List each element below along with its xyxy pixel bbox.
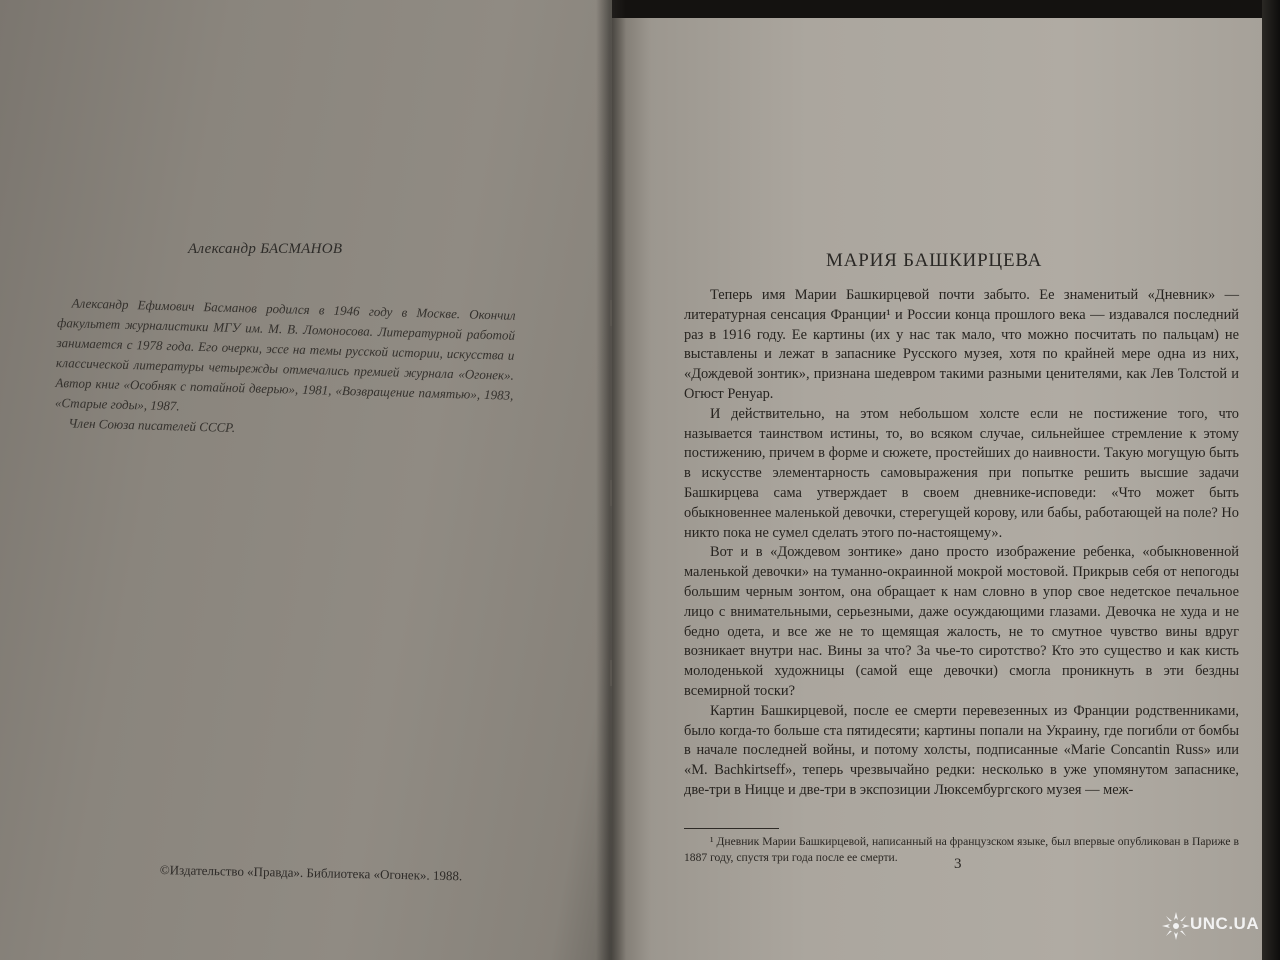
- chapter-title: МАРИЯ БАШКИРЦЕВА: [826, 250, 1043, 271]
- body-paragraph: И действительно, на этом небольшом холсте если не постижение того, что называется таинством истины, то, во всяком случае, сильнейшее стремление к этому постижению, причем в форме и сюжете, простейших до наивности. Такую могущую быть в искусстве элементарность самовыражения при попытке решить высшие задачи Башкирцева сама утверждает в своем дневнике-исповеди: «Что может быть обыкновеннее маленькой девочки, стерегущей корову, или бабы, работающей на поле? Но никто пока не сумел сделать этого по-настоящему».: [684, 405, 1239, 541]
- binding-stitch: [610, 660, 612, 686]
- footnote-text: ¹ Дневник Марии Башкирцевой, написанный на французском языке, был впервые опубликован в Париже в 1887 году, спустя три года после ее смерти.: [684, 835, 1239, 864]
- page-number: 3: [954, 856, 962, 872]
- footnote: [684, 834, 1239, 866]
- footnote-divider: [684, 828, 779, 829]
- author-bio: [54, 293, 516, 446]
- bio-paragraph: Член Союза писателей СССР.: [68, 415, 236, 435]
- body-paragraph: Вот и в «Дождевом зонтике» дано просто изображение ребенка, «обыкновенной маленькой девочки» на туманно-окраинной мокрой мостовой. Прикрыв себя от непогоды большим черным зонтом, она обращает к нам словно в упор свое недетское печальное лицо с внимательными, серьезными, даже осуждающими глазами. Девочка не худа и не бедно одета, и все же не то щемящая жалость, не то смутное чувство вины вдруг возникает внутри нас. Вины за что? За чье-то сиротство? Кто это существо и как кисть молоденькой художницы (самой еще девочки) смогла проникнуть в эти бездны всемирной тоски?: [684, 544, 1239, 699]
- copyright-line: ©Издательство «Правда». Библиотека «Огонек». 1988.: [159, 862, 463, 884]
- bio-paragraph: Александр Ефимович Басманов родился в 1946 году в Москве. Окончил факультет журналистики МГУ им. М. В. Ломоносова. Литературной работой занимается с 1978 года. Его очерки, эссе на темы русской истории, искусства и классической литературы четырежды отмечались премией журнала «Огонек». Автор книг «Особняк с потайной дверью», 1981, «Возвращение памятью», 1983, «Старые годы», 1987.: [54, 295, 516, 414]
- chapter-body: [684, 286, 1239, 801]
- binding-stitch: [610, 480, 612, 506]
- binding-stitch: [610, 300, 612, 326]
- body-paragraph: Картин Башкирцевой, после ее смерти перевезенных из Франции родственниками, было когда-то больше ста пятидесяти; картины попали на Украину, где погибли от бомбы в начале последней войны, и потому холсты, подписанные «Marie Concantin Russ» или «M. Bachkirtseff», теперь чрезвычайно редки: несколько в уже упомянутом запаснике, две-три в Ницце и две-три в экспозиции Люксембургского музея — меж-: [684, 702, 1239, 798]
- left-page: [0, 0, 612, 960]
- body-paragraph: Теперь имя Марии Башкирцевой почти забыто. Ее знаменитый «Дневник» — литературная сенсация Франции¹ и России конца прошлого века — издавался последний раз в 1916 году. Ее картины (их у нас так мало, что можно посчитать по пальцам) не выставлены и лежат в запаснике Русского музея, хотя по крайней мере одна из них, «Дождевой зонтик», признана шедевром такими разными ценителями, как Лев Толстой и Огюст Ренуар.: [684, 287, 1239, 402]
- watermark-text: UNC.UA: [1190, 914, 1260, 933]
- right-page: [612, 18, 1264, 960]
- author-name: Александр БАСМАНОВ: [188, 241, 343, 257]
- background-edge: [1262, 0, 1280, 960]
